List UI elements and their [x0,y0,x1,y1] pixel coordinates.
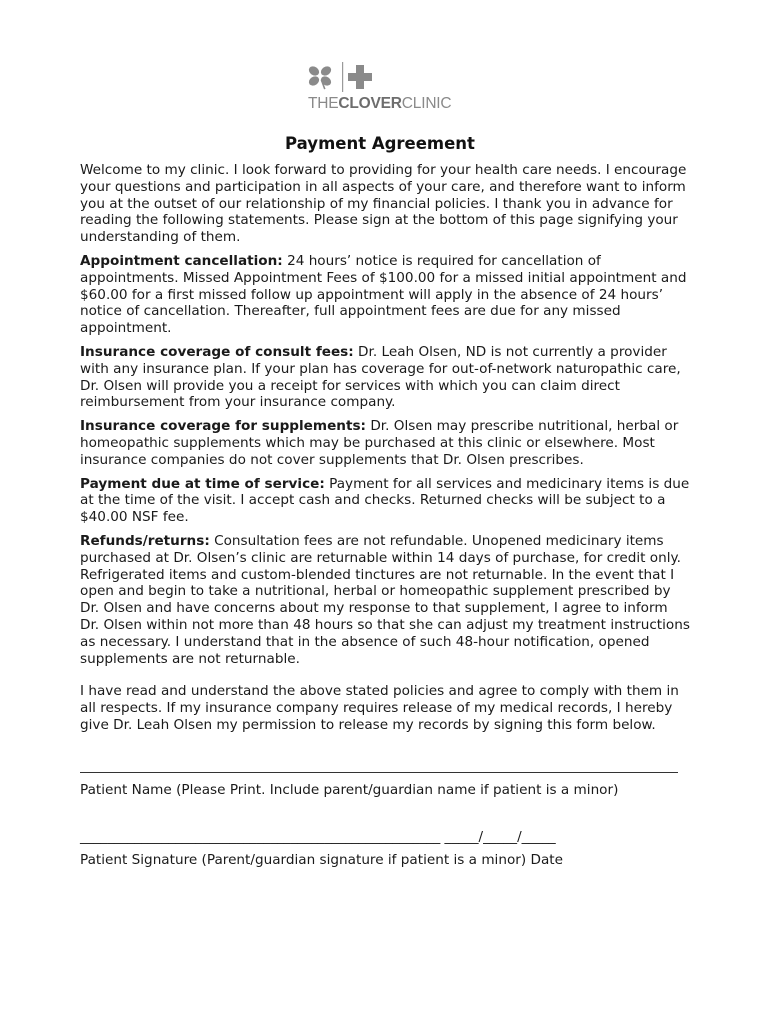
clinic-wordmark [308,95,451,113]
section-heading: Refunds/returns: [80,532,210,549]
section-body: 24 hours’ notice is required for cancellation of appointments. Missed Appointment Fees of $100.00 for a missed initial appointment and $60.00 for a first missed follow up appointment will apply in the absence of 24 hours’ notice of cancellation. Thereafter, full appointment fees are due for any missed appointment. [80,252,687,337]
section-insurance-consult [80,344,690,411]
signature-date-line[interactable]: _____________________________________________________ _____/_____/_____ [80,829,556,845]
page-title: Payment Agreement [285,134,475,153]
section-heading: Appointment cancellation: [80,252,283,269]
section-body: Dr. Leah Olsen, ND is not currently a provider with any insurance plan. If your plan has coverage for out-of-network naturopathic care, Dr. Olsen will provide you a receipt for services with which you can claim direct reimbursement from your insurance company. [80,343,681,411]
section-insurance-supplements [80,418,690,468]
section-heading: Payment due at time of service: [80,475,325,492]
intro-paragraph: Welcome to my clinic. I look forward to providing for your health care needs. I encourage your questions and participation in all aspects of your care, and therefore want to inform you at the outset of our relationship of my financial policies. I thank you in advance for reading the following statements. Please sign at the bottom of this page signifying your understanding of them. [80,162,687,246]
section-payment-due [80,476,690,526]
section-refunds-returns [80,533,690,667]
consent-paragraph: I have read and understand the above stated policies and agree to comply with them in all respects. If my insurance company requires release of my medical records, I hereby give Dr. Leah Olsen my permission to release my records by signing this form below. [80,683,679,733]
section-appointment-cancellation [80,253,690,337]
section-body: Payment for all services and medicinary items is due at the time of the visit. I accept cash and checks. Returned checks will be subject to a $40.00 NSF fee. [80,475,690,526]
wordmark-clinic: CLINIC [401,95,452,112]
wordmark-the: THE [308,95,339,112]
patient-name-caption: Patient Name (Please Print. Include parent/guardian name if patient is a minor) [80,782,619,798]
signature-caption: Patient Signature (Parent/guardian signature if patient is a minor) Date [80,852,563,868]
wordmark-clover: CLOVER [338,95,402,112]
section-heading: Insurance coverage for supplements: [80,418,366,435]
section-body: Consultation fees are not refundable. Unopened medicinary items purchased at Dr. Olsen’s clinic are returnable within 14 days of purchase, for credit only. Refrigerated items and custom-blended tinctures are not returnable. In the event that I open and begin to take a nutritional, herbal or homeopathic supplement prescribed by Dr. Olsen and have concerns about my response to that supplement, I agree to inform Dr. Olsen within not more than 48 hours so that she can adjust my treatment instructions as necessary. I understand that in the absence of such 48-hour notification, opened supplements are not returnable. [80,532,690,667]
clinic-logo [306,60,456,116]
agreement-body [80,162,690,741]
patient-name-line[interactable] [80,772,678,773]
section-body: Dr. Olsen may prescribe nutritional, herbal or homeopathic supplements which may be purchased at this clinic or elsewhere. Most insurance companies do not cover supplements that Dr. Olsen prescribes. [80,418,679,468]
clover-plus-icon [306,60,386,96]
section-heading: Insurance coverage of consult fees: [80,343,354,360]
